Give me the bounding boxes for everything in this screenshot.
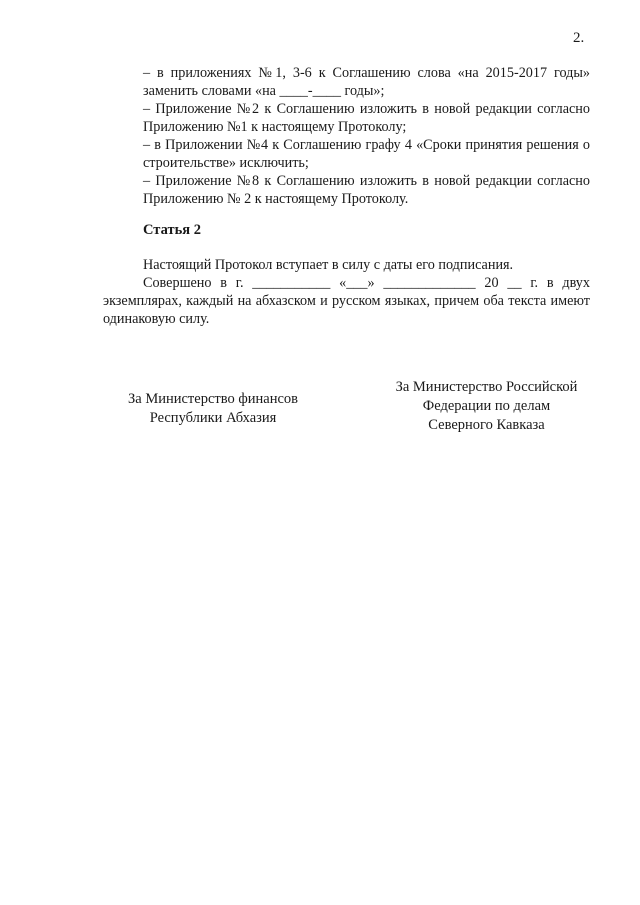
amendment-item: – в приложениях №1, 3-6 к Соглашению слова «на 2015-2017 годы» заменить словами «на ____-____ годы»; [143,65,590,99]
page-number: 2. [573,30,585,46]
signature-line: Республики Абхазия [149,410,277,426]
signature-line: Федерации по делам [422,398,551,414]
amendment-item: – в Приложении №4 к Соглашению графу 4 «Сроки принятия решения о строительстве» исключить; [143,137,590,171]
signature-line: Северного Кавказа [428,417,545,433]
amendment-item: – Приложение №8 к Соглашению изложить в новой редакции согласно Приложению № 2 к настоящему Протоколу. [143,173,590,207]
entry-into-force-text: Настоящий Протокол вступает в силу с даты его подписания. [143,257,514,273]
article-heading: Статья 2 [143,222,201,238]
amendments-list [143,64,590,208]
signature-line: За Министерство Российской [395,379,578,395]
signature-line: За Министерство финансов [128,391,298,407]
done-in-paragraph: Совершено в г. ___________ «___» _____________ 20 __ г. в двух экземплярах, каждый на абхазском и русском языках, причем оба текста имеют одинаковую силу. [103,275,590,327]
amendment-item: – Приложение №2 к Соглашению изложить в новой редакции согласно Приложению №1 к настоящему Протоколу; [143,101,590,135]
signature-block-russia [384,378,589,435]
signature-block-abkhazia [118,390,308,428]
